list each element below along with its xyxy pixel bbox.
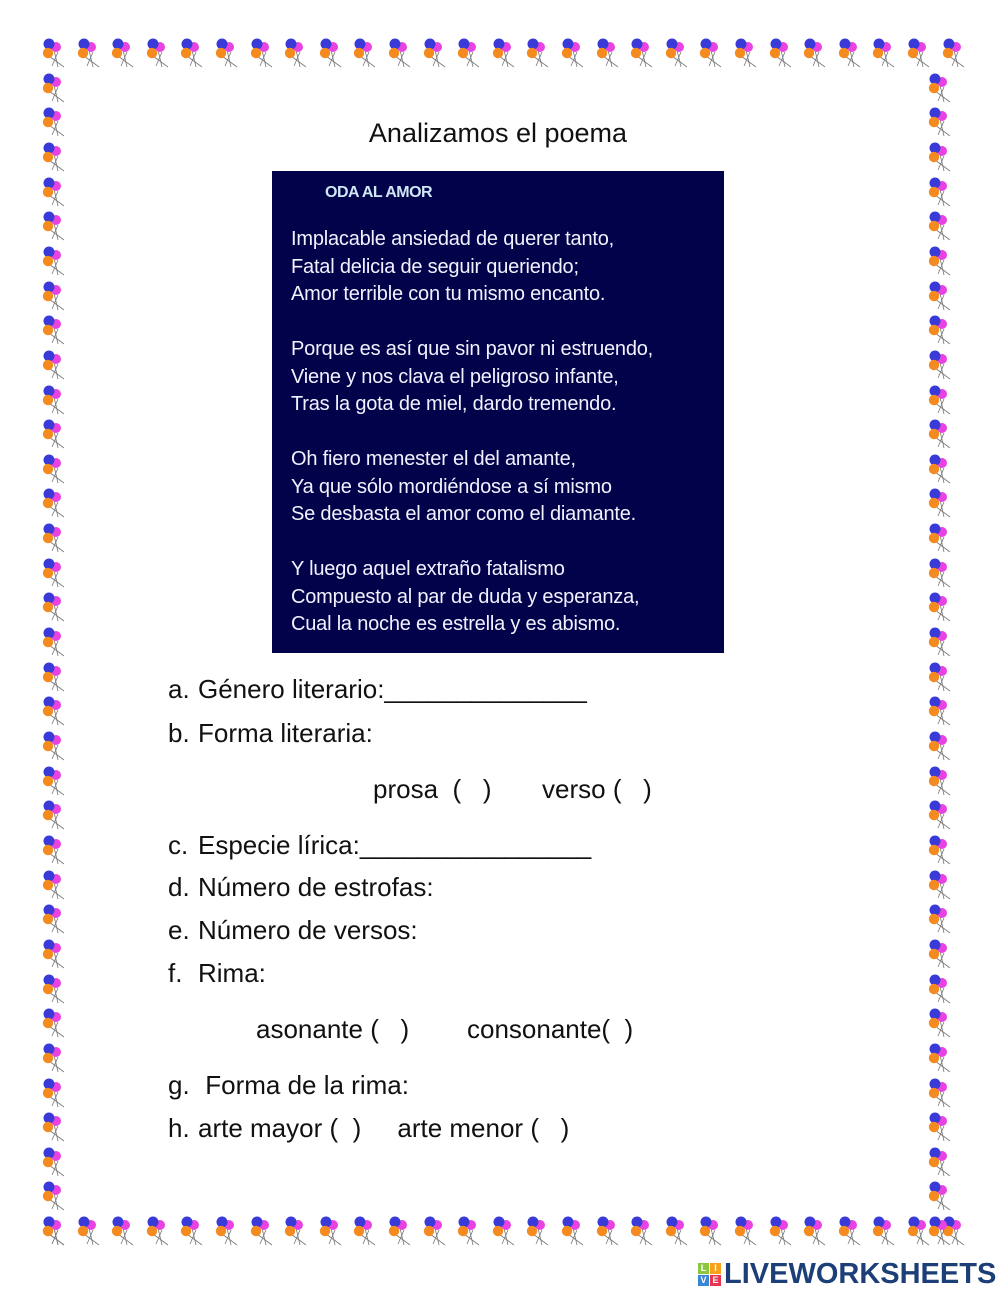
balloon-icon	[926, 835, 956, 865]
question-text: arte mayor ( ) arte menor ( )	[198, 1113, 570, 1143]
balloon-icon	[317, 38, 347, 68]
balloon-icon	[40, 73, 70, 103]
balloon-icon	[836, 1216, 866, 1246]
balloon-icon	[801, 38, 831, 68]
balloon-icon	[248, 1216, 278, 1246]
balloon-icon	[926, 939, 956, 969]
balloon-icon	[836, 38, 866, 68]
poem-verse: Se desbasta el amor como el diamante.	[291, 503, 637, 525]
balloon-icon	[75, 38, 105, 68]
page-title: Analizamos el poema	[368, 118, 628, 148]
question-label: d.	[168, 872, 190, 902]
balloon-icon	[926, 904, 956, 934]
balloon-icon	[40, 1078, 70, 1108]
poem-verse: Porque es así que sin pavor ni estruendo,	[291, 338, 654, 360]
balloon-icon	[926, 315, 956, 345]
balloon-icon	[628, 38, 658, 68]
question-text: Forma literaria:	[198, 718, 373, 748]
question-d	[168, 872, 434, 903]
balloon-icon	[282, 38, 312, 68]
balloon-icon	[940, 38, 970, 68]
question-text: Número de versos:	[198, 915, 418, 945]
liveworksheets-logo	[698, 1258, 996, 1291]
balloon-icon	[801, 1216, 831, 1246]
balloon-icon	[40, 488, 70, 518]
balloon-icon	[926, 766, 956, 796]
balloon-icon	[926, 1216, 956, 1246]
logo-letter: V	[698, 1275, 709, 1286]
poem-title: ODA AL AMOR	[325, 184, 433, 201]
balloon-icon	[40, 904, 70, 934]
balloon-icon	[40, 315, 70, 345]
question-label: e.	[168, 915, 190, 945]
poem-verse: Amor terrible con tu mismo encanto.	[291, 283, 606, 305]
logo-letter: L	[698, 1263, 709, 1274]
balloon-icon	[40, 1147, 70, 1177]
balloon-icon	[628, 1216, 658, 1246]
balloon-icon	[870, 38, 900, 68]
balloon-icon	[926, 1043, 956, 1073]
balloon-icon	[455, 38, 485, 68]
poem-stanza	[291, 336, 653, 419]
balloon-icon	[455, 1216, 485, 1246]
balloon-icon	[178, 38, 208, 68]
balloon-icon	[926, 419, 956, 449]
balloon-icon	[767, 1216, 797, 1246]
balloon-icon	[40, 662, 70, 692]
balloon-icon	[926, 870, 956, 900]
balloon-icon	[926, 211, 956, 241]
balloon-icon	[926, 73, 956, 103]
question-c	[168, 830, 591, 861]
question-text: Forma de la rima:	[198, 1070, 409, 1100]
balloon-icon	[40, 246, 70, 276]
balloon-icon	[40, 1043, 70, 1073]
balloon-icon	[926, 281, 956, 311]
balloon-icon	[40, 870, 70, 900]
balloon-icon	[282, 1216, 312, 1246]
balloon-icon	[926, 696, 956, 726]
balloon-icon	[40, 592, 70, 622]
poem-verse: Tras la gota de miel, dardo tremendo.	[291, 393, 617, 415]
poem-verse: Fatal delicia de seguir queriendo;	[291, 255, 579, 278]
question-h	[168, 1113, 569, 1144]
balloon-icon	[926, 731, 956, 761]
question-label: f.	[168, 958, 183, 988]
balloon-icon	[351, 1216, 381, 1246]
poem-stanza	[291, 226, 614, 309]
poem-verse: Y luego aquel extraño fatalismo	[291, 558, 565, 580]
balloon-icon	[421, 1216, 451, 1246]
balloon-icon	[40, 1181, 70, 1211]
balloon-icon	[40, 454, 70, 484]
question-f	[168, 958, 266, 989]
poem-verse: Compuesto al par de duda y esperanza,	[291, 585, 640, 608]
balloon-icon	[40, 38, 70, 68]
balloon-icon	[926, 350, 956, 380]
balloon-icon	[870, 1216, 900, 1246]
balloon-icon	[926, 1112, 956, 1142]
poem-stanza	[291, 446, 636, 529]
balloon-icon	[926, 523, 956, 553]
question-label: c.	[168, 830, 189, 860]
balloon-icon	[40, 419, 70, 449]
logo-text: LIVEWORKSHEETS	[724, 1258, 997, 1290]
balloon-icon	[40, 177, 70, 207]
balloon-icon	[926, 627, 956, 657]
question-b-options: prosa ( ) verso ( )	[373, 774, 652, 804]
balloon-icon	[40, 627, 70, 657]
question-text: Especie lírica:________________	[198, 830, 592, 860]
balloon-icon	[40, 558, 70, 588]
question-text: Género literario:______________	[198, 674, 587, 704]
balloon-icon	[926, 800, 956, 830]
question-g	[168, 1070, 409, 1101]
balloon-icon	[926, 177, 956, 207]
question-label: h.	[168, 1113, 190, 1143]
logo-letter: E	[710, 1275, 721, 1286]
poem-verse: Oh fiero menester el del amante,	[291, 448, 576, 470]
poem-verse: Implacable ansiedad de querer tanto,	[291, 228, 615, 250]
balloon-icon	[732, 38, 762, 68]
question-text: Rima:	[198, 958, 266, 988]
balloon-icon	[663, 38, 693, 68]
balloon-icon	[663, 1216, 693, 1246]
balloon-icon	[213, 1216, 243, 1246]
balloon-icon	[386, 1216, 416, 1246]
logo-letter: I	[710, 1263, 721, 1274]
balloon-icon	[40, 974, 70, 1004]
balloon-icon	[40, 385, 70, 415]
question-b	[168, 718, 373, 749]
balloon-icon	[40, 211, 70, 241]
balloon-icon	[317, 1216, 347, 1246]
balloon-icon	[40, 523, 70, 553]
poem-verse: Ya que sólo mordiéndose a sí mismo	[291, 475, 612, 498]
question-label: b.	[168, 718, 190, 748]
balloon-icon	[248, 38, 278, 68]
balloon-icon	[178, 1216, 208, 1246]
balloon-icon	[40, 800, 70, 830]
question-a	[168, 674, 587, 705]
balloon-icon	[40, 281, 70, 311]
balloon-icon	[926, 1078, 956, 1108]
balloon-icon	[926, 558, 956, 588]
poem-image	[272, 171, 724, 653]
balloon-icon	[697, 1216, 727, 1246]
balloon-icon	[926, 1008, 956, 1038]
balloon-icon	[75, 1216, 105, 1246]
balloon-icon	[926, 246, 956, 276]
balloon-icon	[351, 38, 381, 68]
balloon-icon	[524, 1216, 554, 1246]
balloon-icon	[926, 592, 956, 622]
question-f-options: asonante ( ) consonante( )	[256, 1014, 634, 1044]
poem-stanza	[291, 556, 639, 639]
balloon-icon	[490, 38, 520, 68]
balloon-icon	[926, 662, 956, 692]
balloon-icon	[767, 38, 797, 68]
balloon-icon	[559, 38, 589, 68]
balloon-icon	[697, 38, 727, 68]
balloon-icon	[421, 38, 451, 68]
balloon-icon	[926, 454, 956, 484]
balloon-icon	[40, 1008, 70, 1038]
balloon-icon	[524, 38, 554, 68]
balloon-icon	[40, 731, 70, 761]
balloon-icon	[109, 38, 139, 68]
question-e	[168, 915, 418, 946]
logo-icon	[698, 1263, 721, 1286]
balloon-icon	[144, 1216, 174, 1246]
balloon-icon	[40, 696, 70, 726]
balloon-icon	[40, 766, 70, 796]
balloon-icon	[594, 1216, 624, 1246]
balloon-icon	[144, 38, 174, 68]
question-label: g.	[168, 1070, 190, 1100]
question-label: a.	[168, 674, 190, 704]
balloon-icon	[40, 1216, 70, 1246]
balloon-icon	[732, 1216, 762, 1246]
balloon-icon	[926, 1181, 956, 1211]
balloon-icon	[40, 939, 70, 969]
balloon-icon	[594, 38, 624, 68]
balloon-icon	[109, 1216, 139, 1246]
balloon-icon	[926, 1147, 956, 1177]
balloon-icon	[40, 835, 70, 865]
balloon-icon	[386, 38, 416, 68]
balloon-icon	[490, 1216, 520, 1246]
poem-verse: Cual la noche es estrella y es abismo.	[291, 613, 621, 635]
poem-verse: Viene y nos clava el peligroso infante,	[291, 365, 619, 388]
balloon-icon	[926, 974, 956, 1004]
balloon-icon	[40, 1112, 70, 1142]
balloon-icon	[926, 488, 956, 518]
balloon-icon	[40, 350, 70, 380]
balloon-icon	[213, 38, 243, 68]
balloon-icon	[905, 38, 935, 68]
balloon-icon	[926, 385, 956, 415]
balloon-icon	[559, 1216, 589, 1246]
question-text: Número de estrofas:	[198, 872, 434, 902]
